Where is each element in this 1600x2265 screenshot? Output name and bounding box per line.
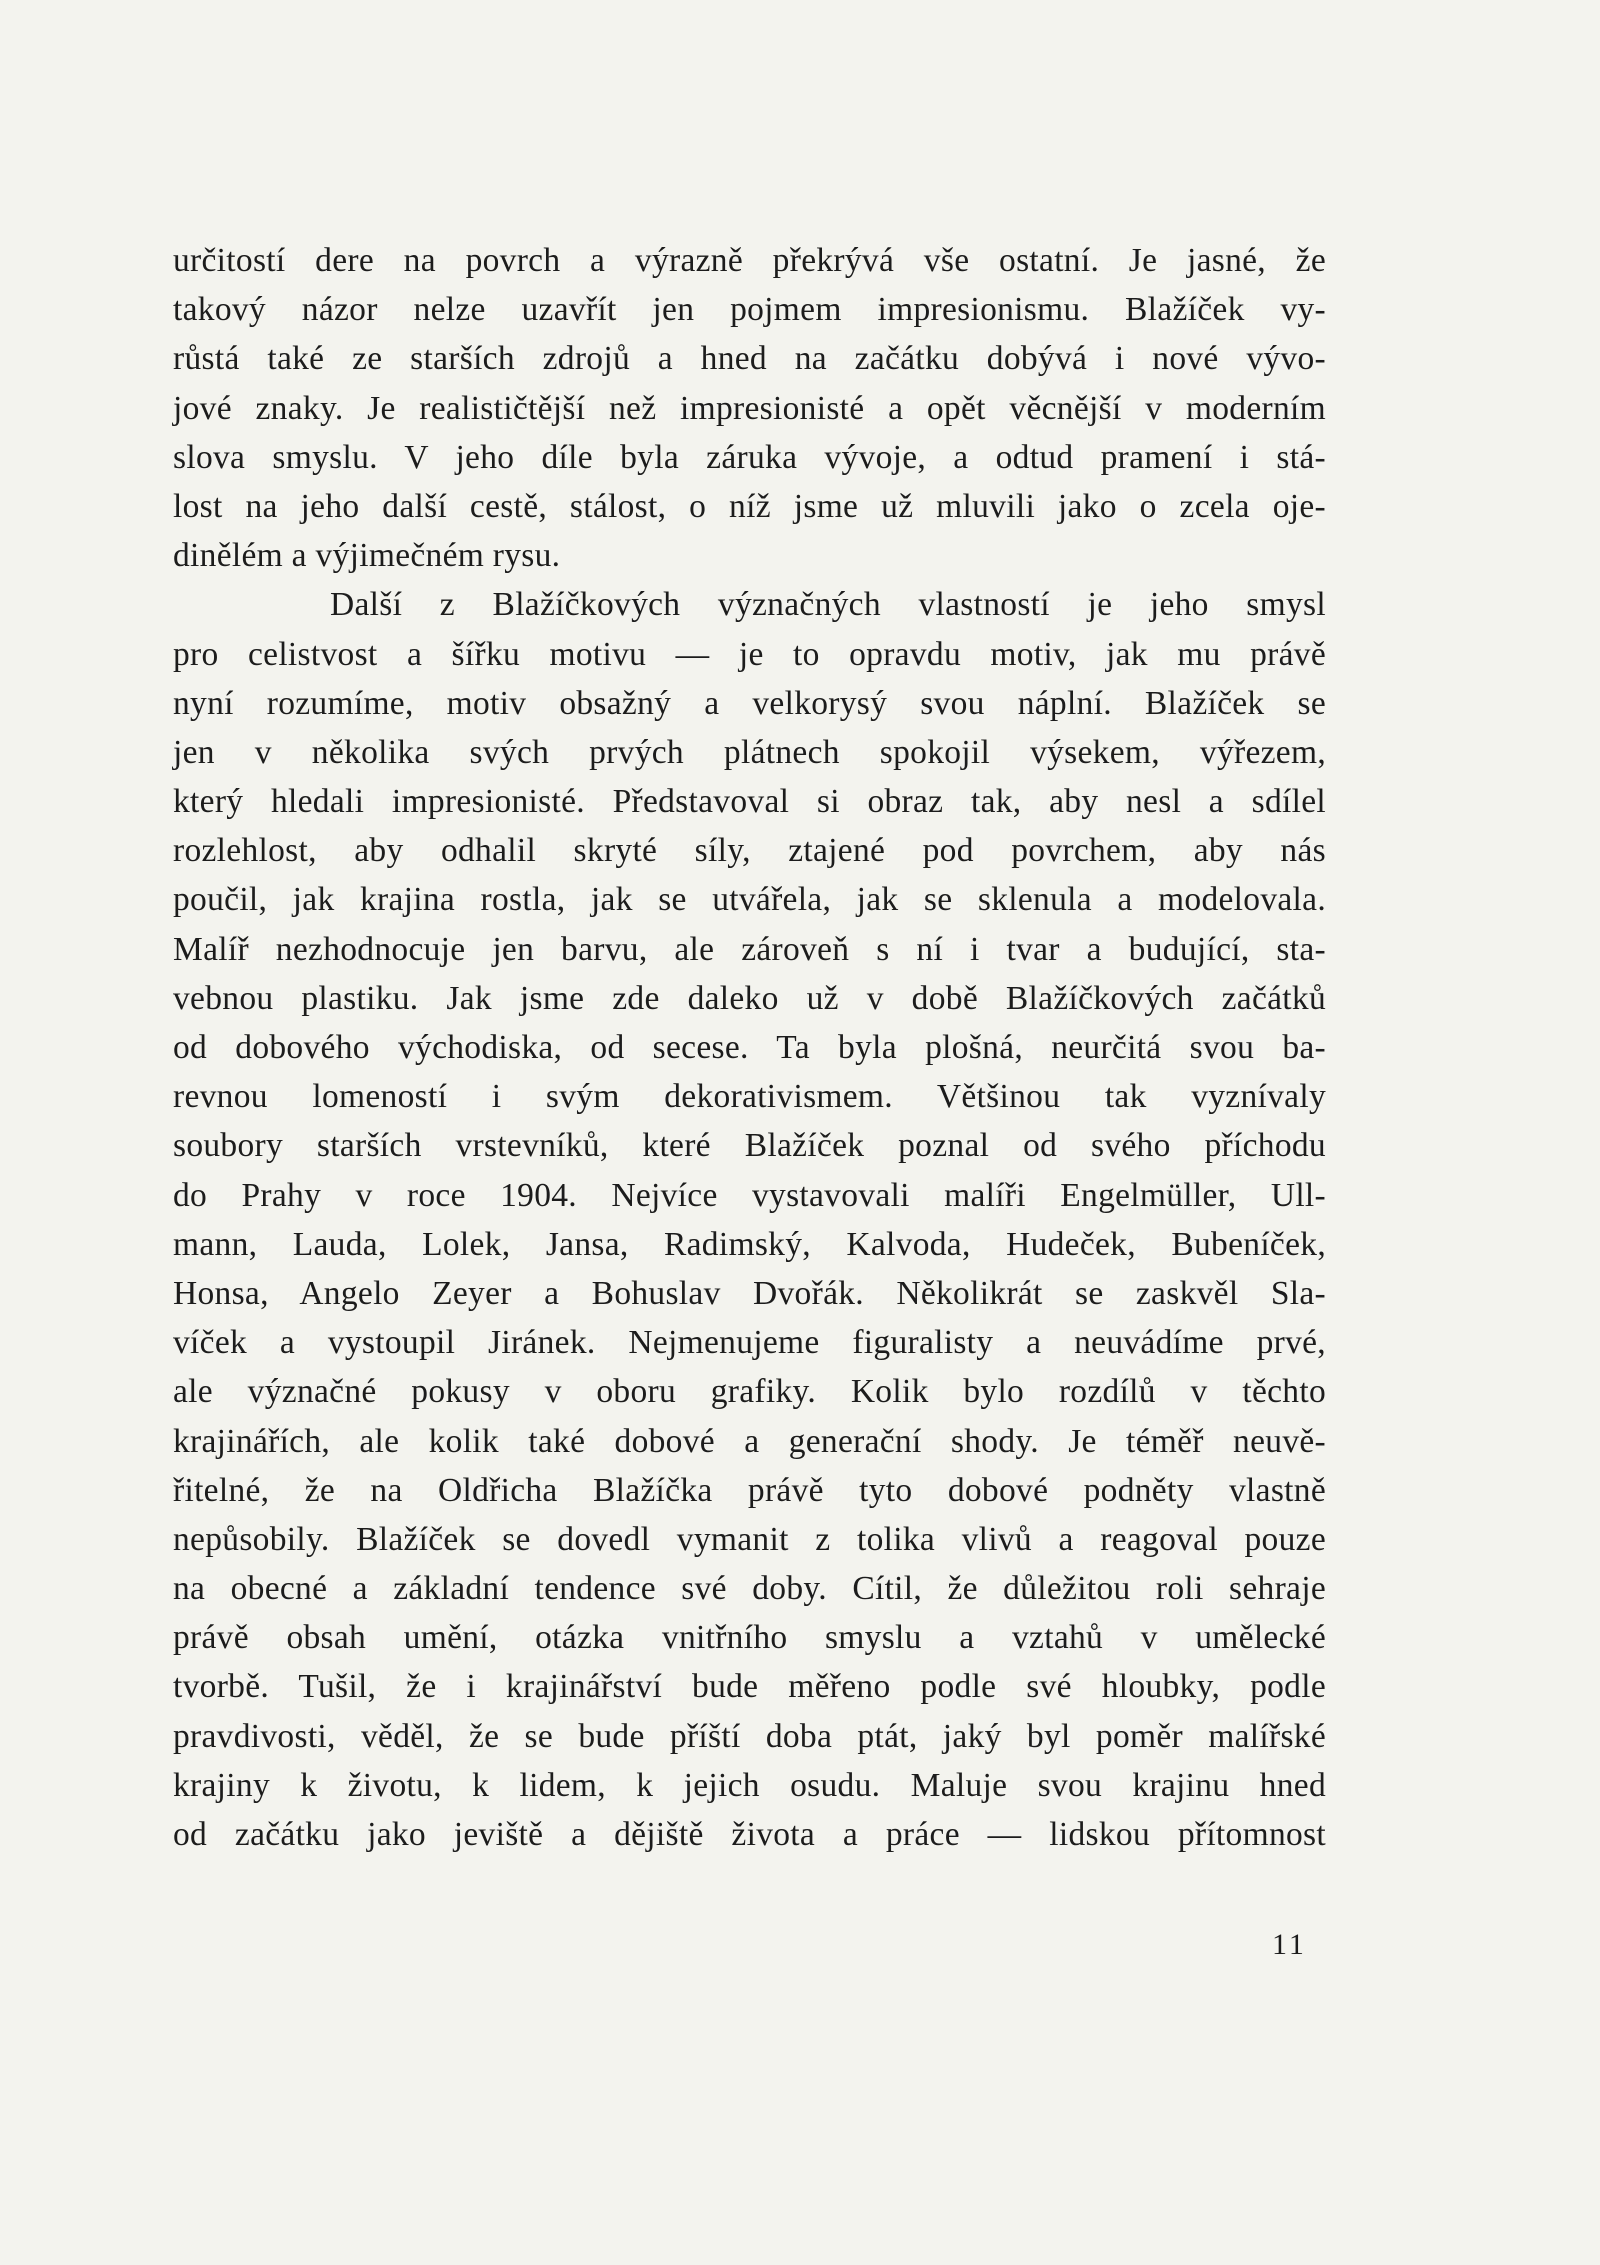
text-line: víček a vystoupil Jiránek. Nejmenujeme figuralisty a neuvádíme prvé, [173,1324,1326,1362]
text-line: Další z Blažíčkových význačných vlastností je jeho smysl [330,586,1326,624]
text-line: Malíř nezhodnocuje jen barvu, ale zároveň s ní i tvar a budující, sta- [173,930,1326,968]
text-line: jové znaky. Je realističtější než impresionisté a opět věcnější v moderním [173,389,1326,427]
text-line: na obecné a základní tendence své doby. Cítil, že důležitou roli sehraje [173,1570,1326,1608]
text-line: krajinářích, ale kolik také dobové a generační shody. Je téměř neuvě- [173,1422,1326,1460]
text-line: nepůsobily. Blažíček se dovedl vymanit z tolika vlivů a reagoval pouze [173,1520,1326,1558]
text-line: ale význačné pokusy v oboru grafiky. Kolik bylo rozdílů v těchto [173,1373,1326,1411]
text-line: dinělém a výjimečném rysu. [173,537,561,575]
page-number: 11 [1272,1928,1307,1961]
text-line: mann, Lauda, Lolek, Jansa, Radimský, Kalvoda, Hudeček, Bubeníček, [173,1225,1326,1263]
text-line: určitostí dere na povrch a výrazně překrývá vše ostatní. Je jasné, že [173,242,1326,279]
text-line: rozlehlost, aby odhalil skryté síly, ztajené pod povrchem, aby nás [173,832,1326,870]
text-line: pro celistvost a šířku motivu — je to opravdu motiv, jak mu právě [173,635,1326,673]
text-line: od dobového východiska, od secese. Ta byla plošná, neurčitá svou ba- [173,1029,1326,1066]
text-line: do Prahy v roce 1904. Nejvíce vystavovali malíři Engelmüller, Ull- [173,1176,1326,1214]
text-line: soubory starších vrstevníků, které Blažíček poznal od svého příchodu [173,1127,1326,1165]
text-line: tvorbě. Tušil, že i krajinářství bude měřeno podle své hloubky, podle [173,1668,1326,1706]
text-line: vebnou plastiku. Jak jsme zde daleko už v době Blažíčkových začátků [173,979,1326,1017]
text-line: pravdivosti, věděl, že se bude příští doba ptát, jaký byl poměr malířské [173,1717,1326,1755]
text-line: od začátku jako jeviště a dějiště života a práce — lidskou přítomnost [173,1816,1326,1853]
text-line: krajiny k životu, k lidem, k jejich osudu. Maluje svou krajinu hned [173,1766,1326,1804]
text-line: právě obsah umění, otázka vnitřního smyslu a vztahů v umělecké [173,1619,1326,1657]
text-line: řitelné, že na Oldřicha Blažíčka právě tyto dobové podněty vlastně [173,1471,1326,1509]
text-line: revnou lomeností i svým dekorativismem. Většinou tak vyznívaly [173,1078,1326,1116]
text-line: poučil, jak krajina rostla, jak se utvářela, jak se sklenula a modelovala. [173,881,1326,919]
text-line: lost na jeho další cestě, stálost, o níž jsme už mluvili jako o zcela oje- [173,487,1326,525]
text-line: růstá také ze starších zdrojů a hned na začátku dobývá i nové vývo- [173,340,1326,378]
paragraph [173,236,1326,580]
body-text [173,236,1326,1859]
text-line: nyní rozumíme, motiv obsažný a velkorysý svou náplní. Blažíček se [173,684,1326,722]
text-line: jen v několika svých prvých plátnech spokojil výsekem, výřezem, [173,733,1326,771]
text-line: Honsa, Angelo Zeyer a Bohuslav Dvořák. Několikrát se zaskvěl Sla- [173,1274,1326,1312]
text-line: takový názor nelze uzavřít jen pojmem impresionismu. Blažíček vy- [173,291,1326,329]
paragraph [173,580,1326,1859]
text-line: který hledali impresionisté. Představoval si obraz tak, aby nesl a sdílel [173,783,1326,821]
text-line: slova smyslu. V jeho díle byla záruka vývoje, a odtud pramení i stá- [173,438,1326,476]
